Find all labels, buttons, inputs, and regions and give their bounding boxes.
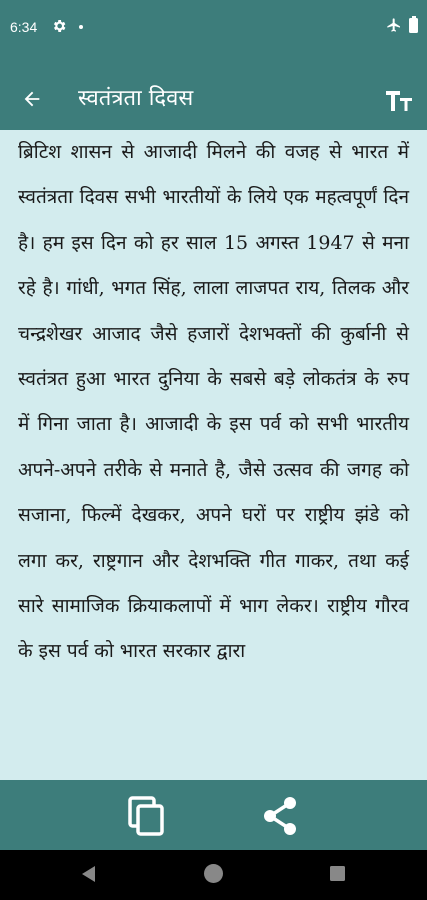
back-button[interactable]	[13, 80, 51, 118]
status-time: 6:34	[10, 19, 38, 35]
battery-icon	[409, 18, 418, 33]
share-icon[interactable]	[258, 794, 302, 838]
notification-dot-icon	[79, 25, 83, 29]
copy-icon[interactable]	[124, 794, 168, 838]
page-title: स्वतंत्रता दिवस	[78, 86, 194, 111]
system-nav-bar	[0, 850, 427, 900]
app-bar	[0, 55, 427, 130]
nav-recents-icon[interactable]	[330, 866, 345, 881]
text-size-icon[interactable]	[384, 85, 418, 115]
airplane-mode-icon	[386, 17, 402, 33]
settings-gear-icon	[51, 18, 67, 34]
nav-home-icon[interactable]	[204, 864, 223, 883]
article-content[interactable]	[0, 130, 427, 780]
article-text: ब्रिटिश शासन से आजादी मिलने की वजह से भारत में स्वतंत्रता दिवस सभी भारतीयों के लिये एक महत्वपूर्णं दिन है। हम इस दिन को हर साल 15 अगस्त 1947 से मना रहे है। गांधी, भगत सिंह, लाला लाजपत राय, तिलक और चन्द्रशेखर आजाद जैसे हजारों देशभक्तों की कुर्बानी से स्वतंत्रत हुआ भारत दुनिया के सबसे बड़े लोकतंत्र के रुप में गिना जाता है। आजादी के इस पर्व को सभी भारतीय अपने-अपने तरीके से मनाते है, जैसे उत्सव की जगह को सजाना, फिल्में देखकर, अपने घरों पर राष्ट्रीय झंडे को लगा कर, राष्ट्रगान और देशभक्ति गीत गाकर, तथा कई सारे सामाजिक क्रियाकलापों में भाग लेकर। राष्ट्रीय गौरव के इस पर्व को भारत सरकार द्वारा	[18, 141, 409, 663]
status-bar	[0, 0, 427, 55]
bottom-action-bar	[0, 780, 427, 850]
nav-back-icon[interactable]	[79, 864, 99, 884]
arrow-back-icon	[21, 88, 43, 110]
